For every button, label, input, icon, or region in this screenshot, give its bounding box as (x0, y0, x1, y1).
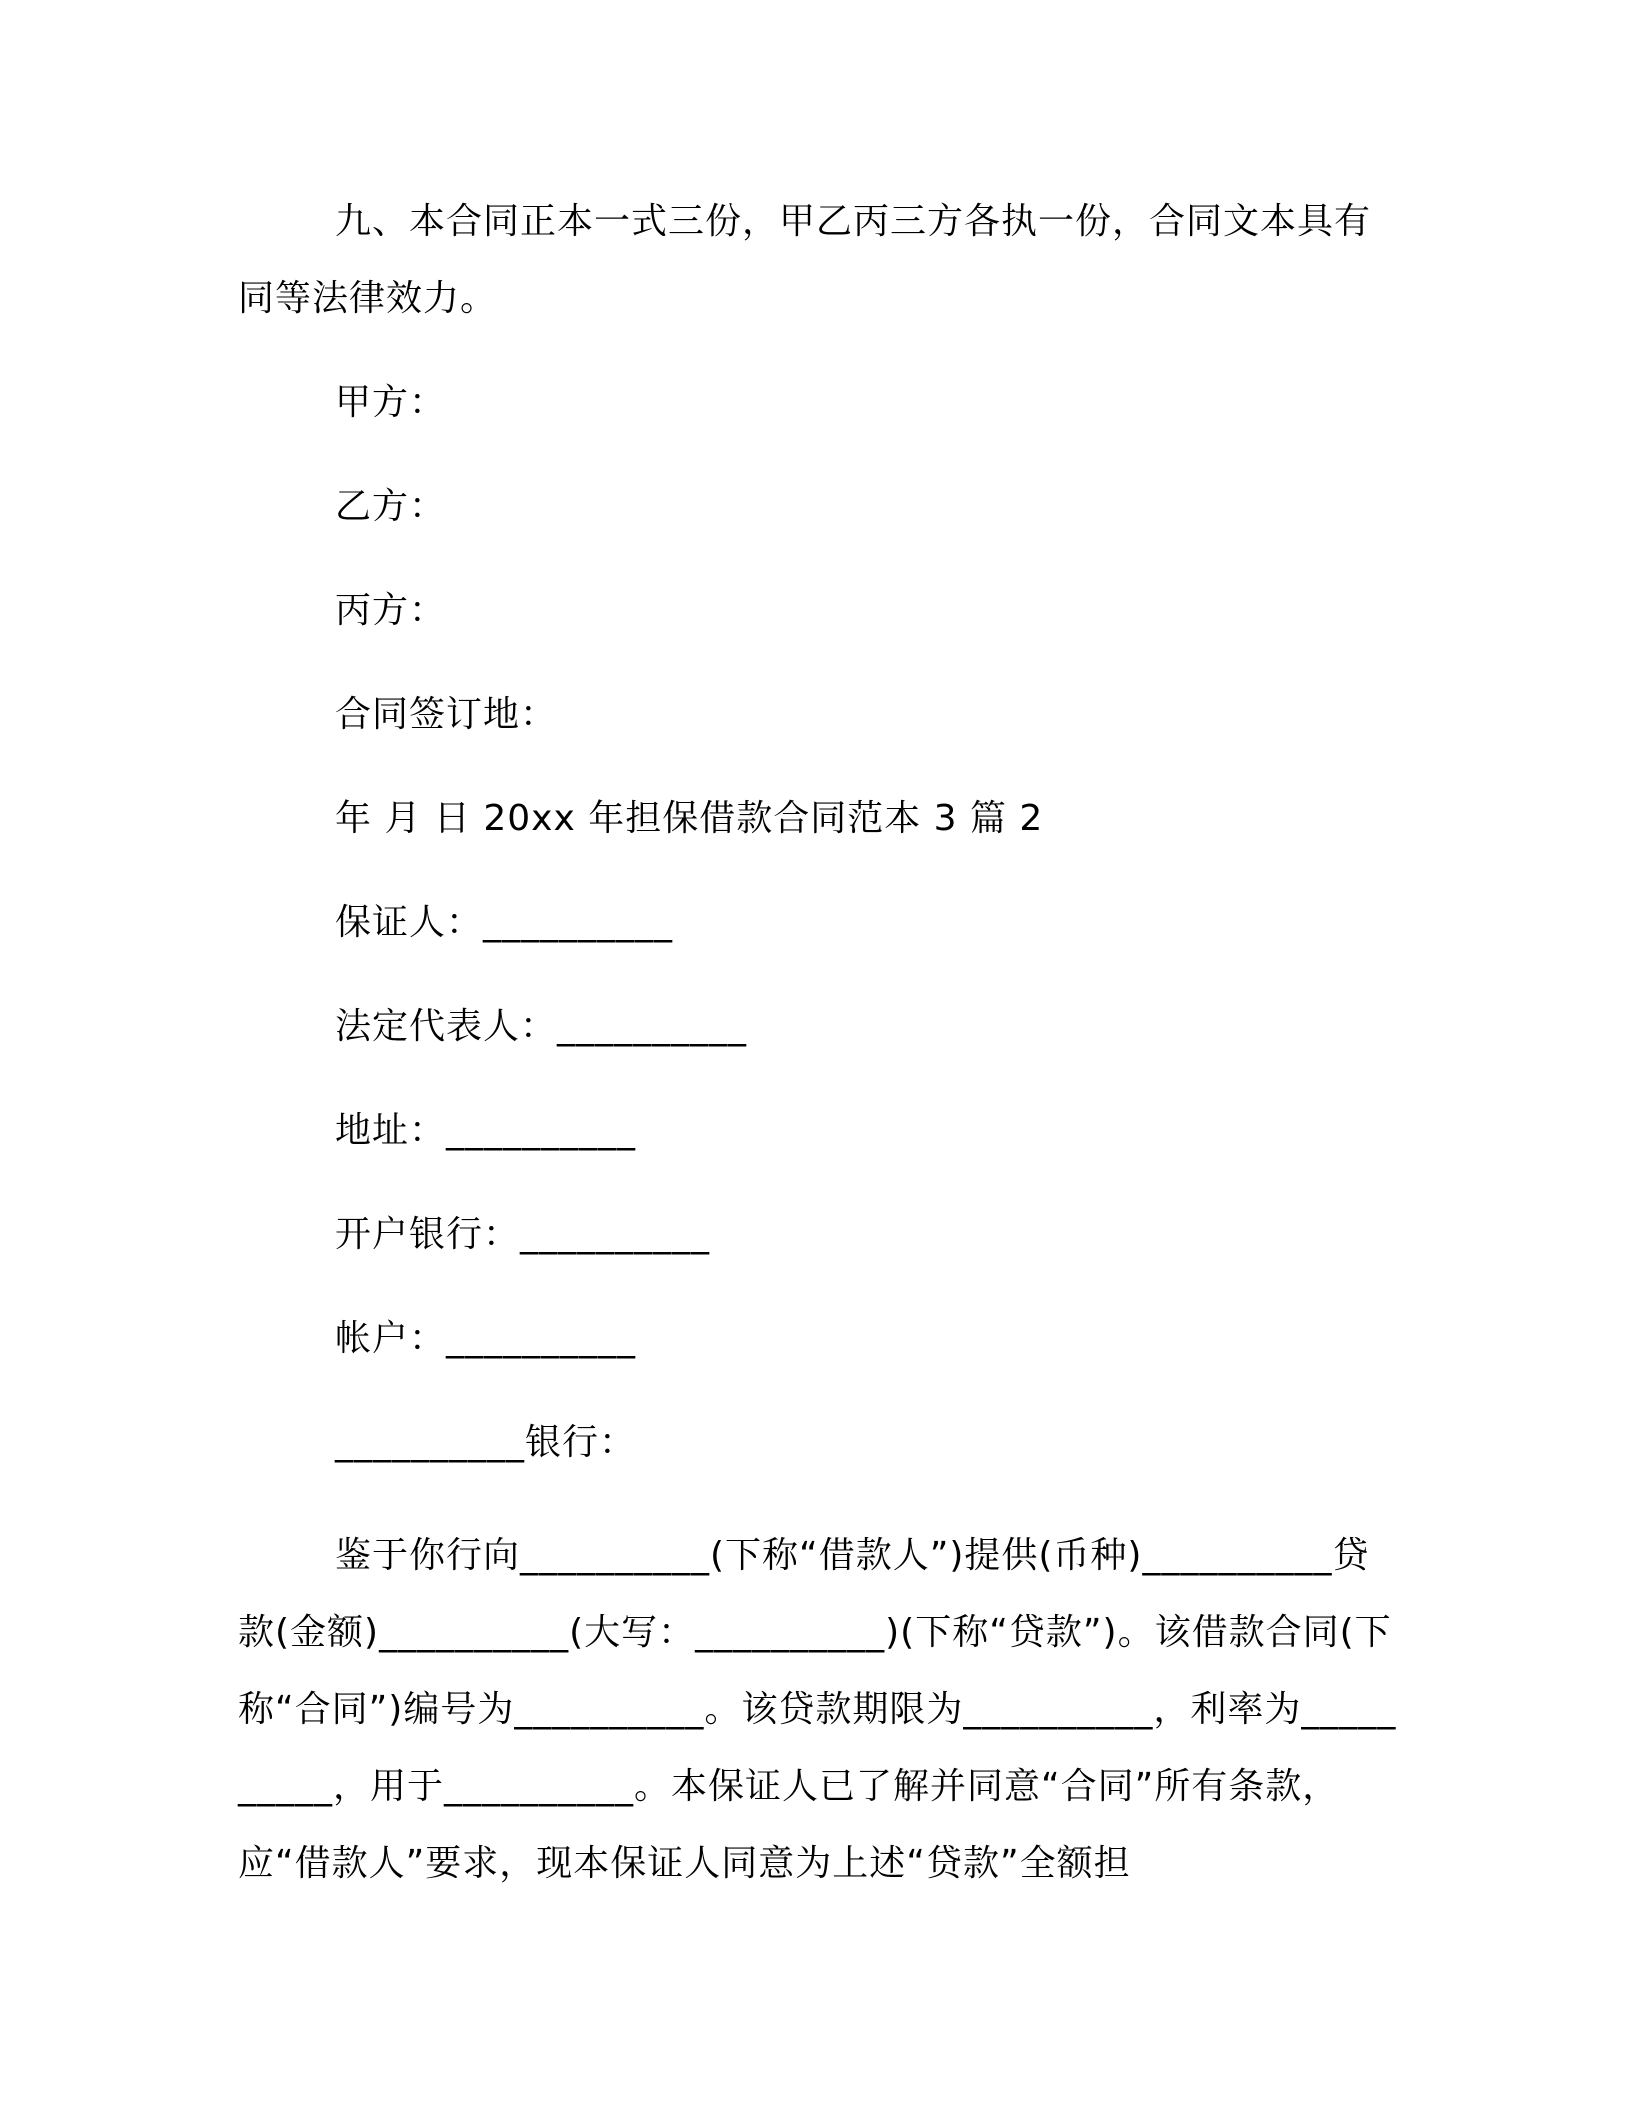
document-body (238, 183, 1398, 1902)
date-and-title-line: 年 月 日 20xx 年担保借款合同范本 3 篇 2 (335, 798, 1044, 839)
party-a-line: 甲方： (335, 382, 447, 423)
account-line: 帐户：__________ (335, 1318, 637, 1359)
party-b-line: 乙方： (335, 486, 447, 527)
guarantor-line: 保证人：__________ (335, 902, 674, 943)
clause-nine: 九、本合同正本一式三份，甲乙丙三方各执一份，合同文本具有同等法律效力。 (238, 201, 1372, 319)
bank-addressee-line: __________银行： (335, 1422, 637, 1463)
signing-place-line: 合同签订地： (335, 694, 558, 735)
opening-bank-line: 开户银行：__________ (335, 1214, 711, 1255)
legal-representative-line: 法定代表人：__________ (335, 1006, 748, 1047)
guarantee-body-paragraph: 鉴于你行向__________(下称“借款人”)提供(币种)__________贷款(金额)__________(大写：__________)(下称“贷款”)。该借款合同(下称“合同”)编号为__________。该贷款期限为__________，利率为__________，用于__________。本保证人已了解并同意“合同”所有条款，应“借款人”要求，现本保证人同意为上述“贷款”全额担 (238, 1535, 1397, 1884)
address-line: 地址：__________ (335, 1110, 637, 1151)
party-c-line: 丙方： (335, 590, 447, 631)
